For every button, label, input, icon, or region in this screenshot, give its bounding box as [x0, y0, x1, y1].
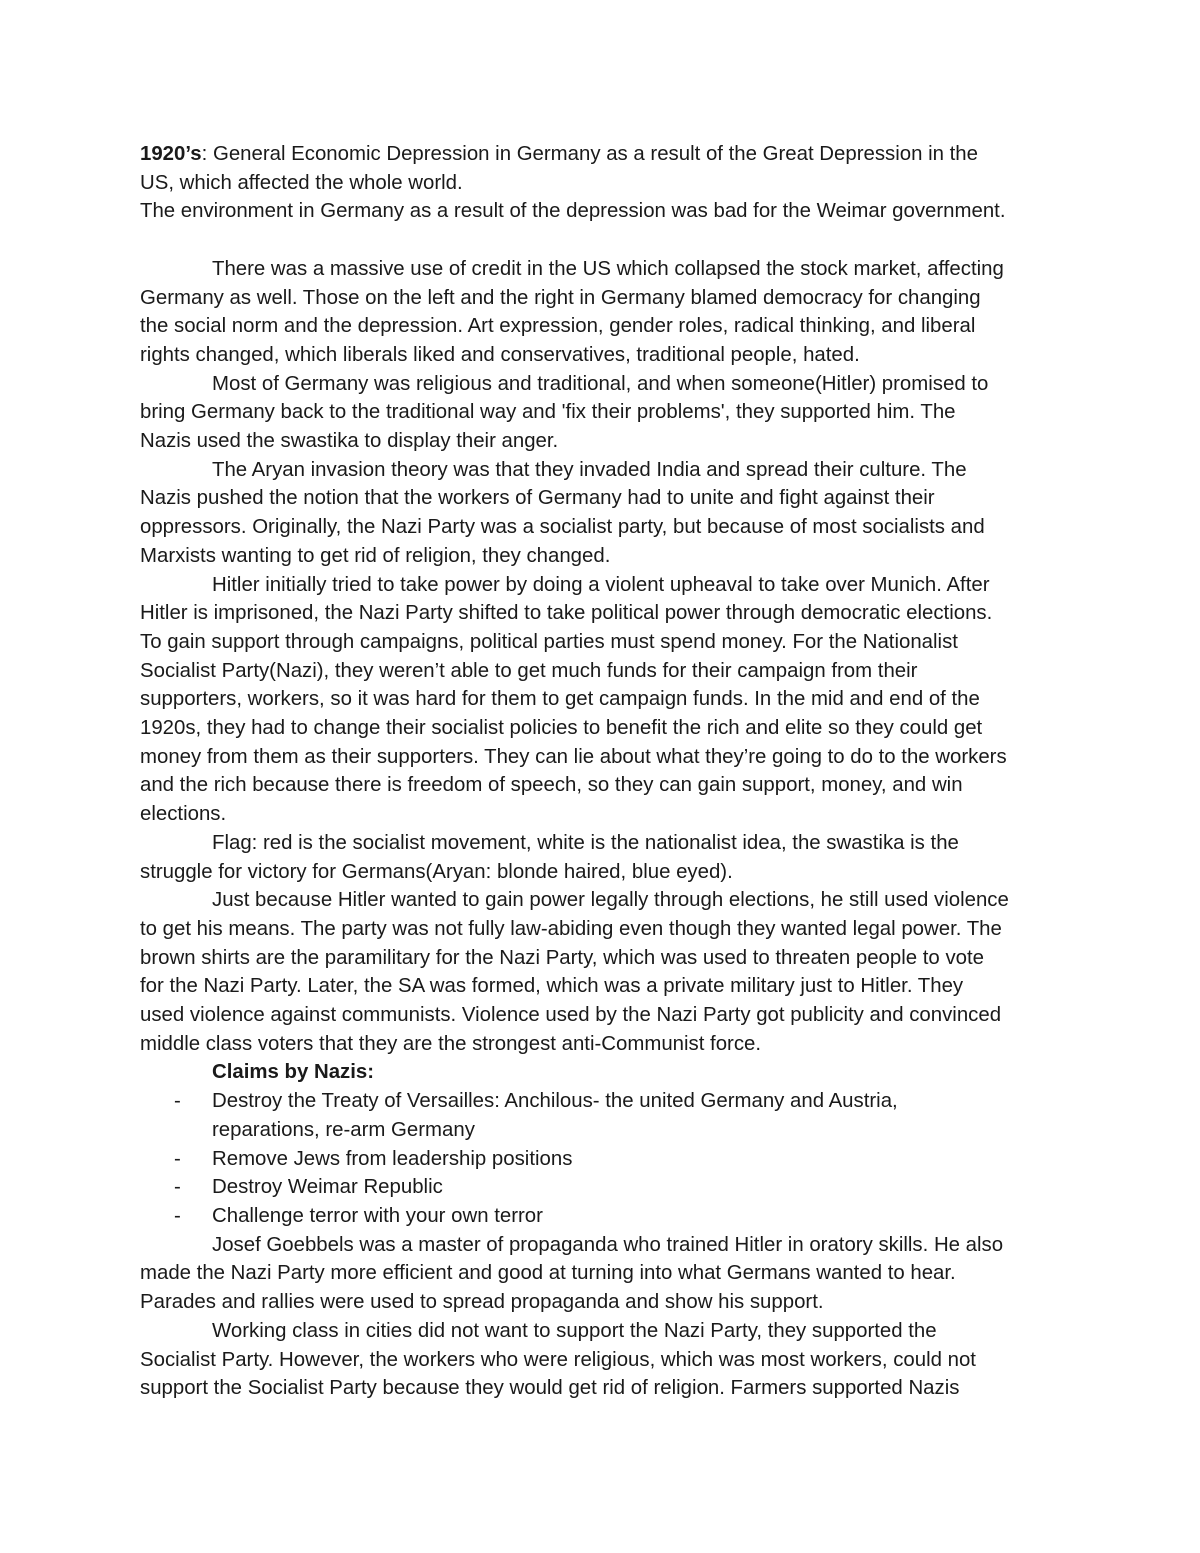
paragraph-line: middle class voters that they are the strongest anti-Communist force. — [140, 1032, 762, 1055]
paragraph-line: money from them as their supporters. They can lie about what they’re going to do to the workers — [140, 745, 1007, 768]
intro-section — [140, 140, 1070, 226]
intro-line-2: US, which affected the whole world. — [140, 171, 463, 194]
blank-line — [140, 226, 1070, 255]
paragraph-line: Hitler is imprisoned, the Nazi Party shifted to take political power through democratic elections. — [140, 602, 993, 625]
paragraph-line: rights changed, which liberals liked and conservatives, traditional people, hated. — [140, 343, 860, 366]
paragraph — [140, 829, 1070, 886]
paragraph-line: The Aryan invasion theory was that they invaded India and spread their culture. The — [212, 458, 967, 481]
paragraph-line: Most of Germany was religious and traditional, and when someone(Hitler) promised to — [212, 372, 989, 395]
list-item — [140, 1087, 1070, 1116]
paragraph-line: Josef Goebbels was a master of propaganda who trained Hitler in oratory skills. He also — [212, 1233, 1004, 1256]
paragraph-line: Nazis used the swastika to display their anger. — [140, 430, 559, 453]
paragraph — [140, 886, 1070, 1058]
list-item-continuation: reparations, re-arm Germany — [212, 1118, 475, 1141]
paragraph — [140, 1317, 1070, 1403]
paragraph-line: Parades and rallies were used to spread propaganda and show his support. — [140, 1291, 824, 1314]
paragraph-line: Germany as well. Those on the left and the right in Germany blamed democracy for changing — [140, 286, 981, 309]
paragraph-line: 1920s, they had to change their socialist policies to benefit the rich and elite so they could get — [140, 717, 983, 740]
list-bullet: - — [174, 1147, 181, 1170]
paragraph-line: and the rich because there is freedom of speech, so they can gain support, money, and win — [140, 774, 963, 797]
paragraph — [140, 456, 1070, 571]
paragraph-line: Marxists wanting to get rid of religion, they changed. — [140, 544, 611, 567]
paragraph-line: elections. — [140, 803, 227, 826]
paragraph — [140, 370, 1070, 456]
claims-section — [140, 1058, 1070, 1230]
intro-heading: 1920’s — [140, 143, 202, 165]
closing-paragraphs — [140, 1231, 1070, 1403]
list-item — [140, 1202, 1070, 1231]
paragraph — [140, 1231, 1070, 1317]
list-bullet: - — [174, 1176, 181, 1199]
paragraph-line: the social norm and the depression. Art expression, gender roles, radical thinking, and liberal — [140, 315, 976, 338]
paragraph-line: used violence against communists. Violence used by the Nazi Party got publicity and convinced — [140, 1004, 1002, 1027]
paragraph-line: Just because Hitler wanted to gain power legally through elections, he still used violence — [212, 889, 1009, 912]
paragraph-line: oppressors. Originally, the Nazi Party was a socialist party, but because of most socialists and — [140, 516, 985, 539]
paragraph-line: to get his means. The party was not fully law-abiding even though they wanted legal power. The — [140, 917, 1002, 940]
document-page — [140, 140, 1070, 1403]
list-item-text: Challenge terror with your own terror — [212, 1205, 543, 1227]
claims-heading: Claims by Nazis: — [212, 1061, 375, 1084]
intro-line-1 — [140, 140, 1070, 169]
list-item-text: Destroy the Treaty of Versailles: Anchilous- the united Germany and Austria, — [212, 1090, 898, 1113]
paragraph-line: supporters, workers, so it was hard for them to get campaign funds. In the mid and end of the — [140, 688, 980, 711]
list-item — [140, 1173, 1070, 1202]
list-bullet: - — [174, 1205, 181, 1227]
paragraph-line: To gain support through campaigns, political parties must spend money. For the Nationalist — [140, 630, 958, 653]
paragraph-line: Socialist Party(Nazi), they weren’t able to get much funds for their campaign from their — [140, 659, 918, 682]
paragraph-line: brown shirts are the paramilitary for the Nazi Party, which was used to threaten people to vote — [140, 946, 984, 969]
list-item — [140, 1145, 1070, 1174]
paragraph-line: Hitler initially tried to take power by doing a violent upheaval to take over Munich. After — [212, 573, 990, 596]
paragraph-line: struggle for victory for Germans(Aryan: blonde haired, blue eyed). — [140, 860, 733, 883]
paragraph-line: Nazis pushed the notion that the workers of Germany had to unite and fight against their — [140, 487, 935, 510]
paragraph-line: Working class in cities did not want to support the Nazi Party, they supported the — [212, 1319, 937, 1342]
intro-line-1-text: : General Economic Depression in Germany as a result of the Great Depression in the — [201, 143, 978, 165]
paragraph — [140, 571, 1070, 829]
paragraph-line: made the Nazi Party more efficient and good at turning into what Germans wanted to hear. — [140, 1262, 956, 1285]
list-item-text: Destroy Weimar Republic — [212, 1176, 443, 1199]
body-paragraphs — [140, 255, 1070, 1059]
intro-line-3: The environment in Germany as a result of the depression was bad for the Weimar government. — [140, 200, 1006, 223]
paragraph-line: support the Socialist Party because they would get rid of religion. Farmers supported Nazis — [140, 1377, 960, 1400]
paragraph — [140, 255, 1070, 370]
paragraph-line: There was a massive use of credit in the US which collapsed the stock market, affecting — [212, 257, 1004, 280]
paragraph-line: bring Germany back to the traditional way and 'fix their problems', they supported him. The — [140, 401, 956, 424]
list-item-text: Remove Jews from leadership positions — [212, 1147, 573, 1170]
paragraph-line: for the Nazi Party. Later, the SA was formed, which was a private military just to Hitler. They — [140, 975, 964, 998]
list-bullet: - — [174, 1090, 181, 1113]
paragraph-line: Socialist Party. However, the workers who were religious, which was most workers, could not — [140, 1348, 976, 1371]
claims-list — [140, 1087, 1070, 1231]
paragraph-line: Flag: red is the socialist movement, white is the nationalist idea, the swastika is the — [212, 831, 959, 854]
